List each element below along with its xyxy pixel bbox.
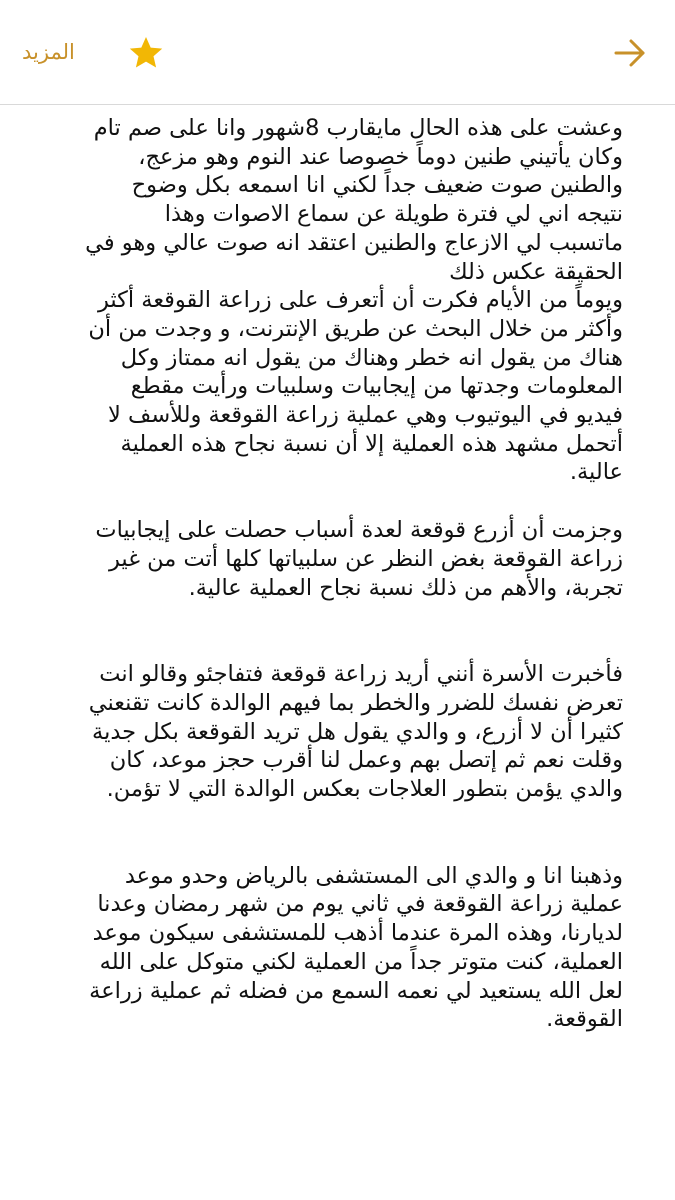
text-line: زراعة القوقعة بغض النظر عن سلبياتها كلها أتت من غير — [109, 545, 623, 572]
text-line: وقلت نعم ثم إتصل بهم وعمل لنا أقرب حجز موعد، كان — [109, 747, 623, 774]
top-app-bar — [0, 0, 675, 105]
text-line: عالية. — [569, 459, 623, 486]
paragraph-spacer — [40, 804, 623, 862]
text-line: وعشت على هذه الحال مايقارب 8شهور وانا على صم تام — [93, 115, 623, 141]
paragraph-spacer — [40, 602, 623, 660]
text-line: لديارنا، وهذه المرة عندما أذهب للمستشفى سيكون موعد — [92, 920, 623, 947]
text-line: القوقعة. — [546, 1006, 623, 1033]
paragraph-spacer — [40, 487, 623, 516]
text-line: المعلومات وجدتها من إيجابيات وسلبيات ورأيت مقطع — [130, 373, 623, 400]
text-line: نتيجه اني لي فترة طويلة عن سماع الاصوات وهذا — [164, 201, 623, 228]
back-button[interactable] — [610, 34, 650, 72]
text-line: فأخبرت الأسرة أنني أريد زراعة قوقعة فتفاجئو وقالو انت — [99, 661, 623, 688]
favorite-button[interactable] — [127, 34, 165, 72]
article-paragraph-4 — [40, 660, 623, 804]
text-line: عملية زراعة القوقعة في ثاني يوم من شهر رمضان وعدنا — [97, 891, 623, 918]
text-line: الحقيقة عكس ذلك — [449, 258, 623, 285]
arrow-right-icon — [610, 34, 650, 72]
text-line: لعل الله يستعيد لي نعمه السمع من فضله ثم عملية زراعة — [89, 977, 623, 1004]
text-line: وكان يأتيني طنين دوماً خصوصا عند النوم وهو مزعج، — [138, 143, 623, 170]
text-line: تعرض نفسك للضرر والخطر بما فيهم الوالدة كانت تقنعني — [88, 689, 623, 716]
text-line: كثيرا أن لا أزرع، و والدي يقول هل تريد القوقعة بكل جدية — [92, 718, 623, 745]
article-paragraph-2 — [40, 286, 623, 487]
text-line: وذهبنا انا و والدي الى المستشفى بالرياض وحدو موعد — [124, 862, 623, 889]
text-line: والدي يؤمن بتطور العلاجات بعكس الوالدة التي لا تؤمن. — [106, 776, 623, 803]
more-button[interactable]: المزيد — [22, 40, 75, 64]
article-body — [40, 114, 623, 1034]
article-paragraph-3 — [40, 516, 623, 602]
text-line: فيديو في اليوتيوب وهي عملية زراعة القوقعة وللأسف لا — [108, 402, 623, 429]
text-line: والطنين صوت ضعيف جداً لكني انا اسمعه بكل وضوح — [131, 172, 623, 199]
text-line: ماتسبب لي الازعاج والطنين اعتقد انه صوت عالي وهو في — [85, 229, 623, 256]
text-line: ويوماً من الأيام فكرت أن أتعرف على زراعة القوقعة أكثر — [97, 287, 623, 314]
text-line: العملية، كنت متوتر جداً من العملية لكني متوكل على الله — [99, 948, 623, 975]
text-line: هناك من يقول انه خطر وهناك من يقول انه ممتاز وكل — [120, 344, 623, 371]
star-icon — [127, 34, 165, 72]
article-paragraph-1 — [40, 114, 623, 286]
text-line: تجربة، والأهم من ذلك نسبة نجاح العملية عالية. — [188, 574, 623, 601]
text-line: وجزمت أن أزرع قوقعة لعدة أسباب حصلت على إيجابيات — [95, 517, 623, 544]
text-line: أتحمل مشهد هذه العملية إلا أن نسبة نجاح هذه العملية — [120, 430, 623, 457]
text-line: وأكثر من خلال البحث عن طريق الإنترنت، و وجدت من أن — [88, 315, 623, 342]
article-paragraph-5 — [40, 862, 623, 1034]
